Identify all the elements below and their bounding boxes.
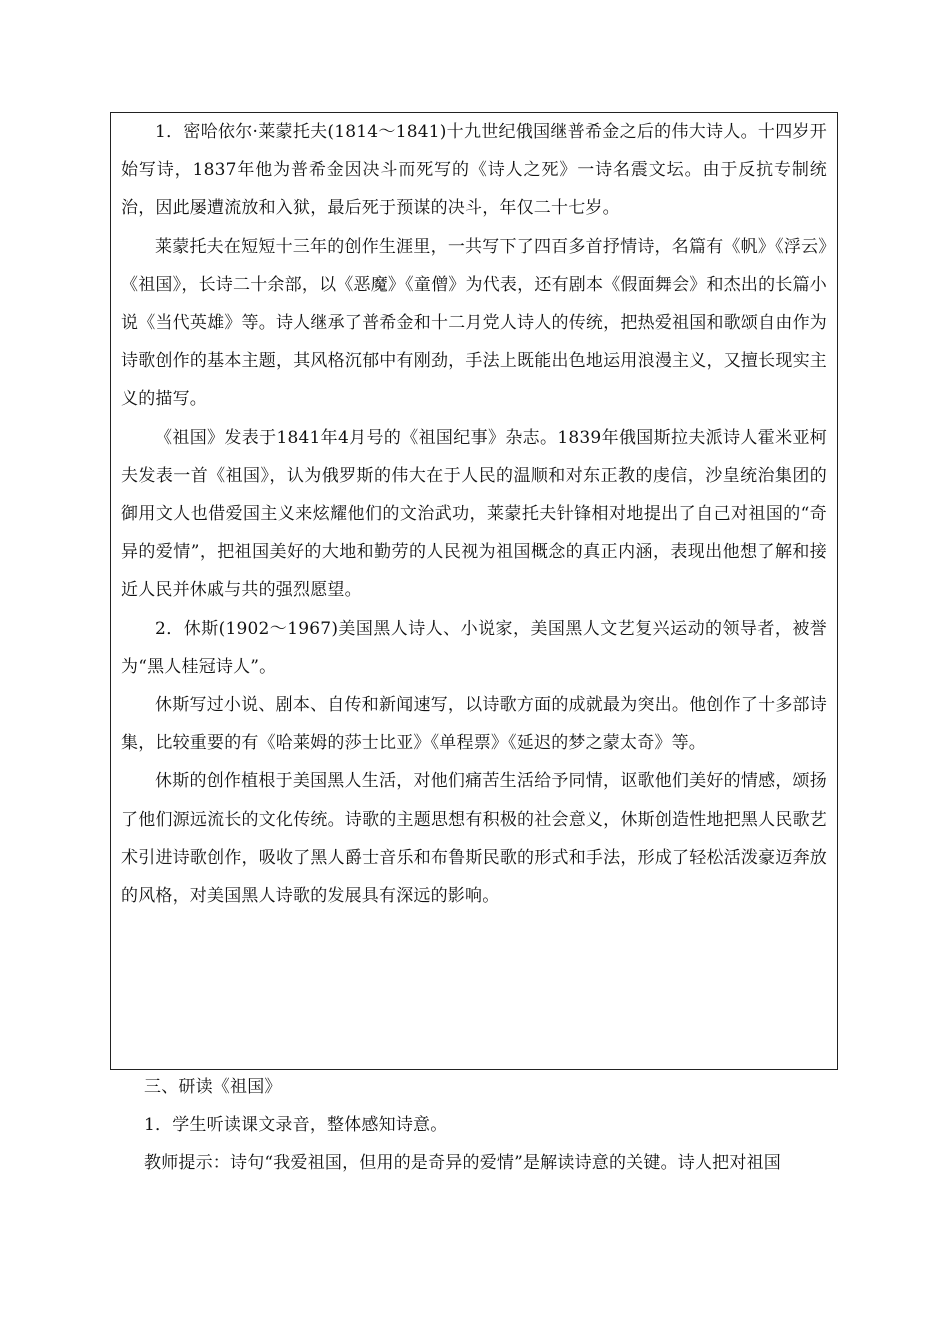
bordered-notes-box: [110, 112, 838, 1070]
paragraph-lermontov-works: 莱蒙托夫在短短十三年的创作生涯里，一共写下了四百多首抒情诗，名篇有《帆》《浮云》《祖国》，长诗二十余部，以《恶魔》《童僧》为代表，还有剧本《假面舞会》和杰出的长篇小说《当代英雄》等。诗人继承了普希金和十二月党人诗人的传统，把热爱祖国和歌颂自由作为诗歌创作的基本主题，其风格沉郁中有刚劲，手法上既能出色地运用浪漫主义，又擅长现实主义的描写。: [121, 236, 827, 410]
teacher-hint-text: 教师提示：诗句“我爱祖国，但用的是奇异的爱情”是解读诗意的关键。诗人把对祖国: [144, 1153, 781, 1174]
paragraph-motherland-background: 《祖国》发表于1841年4月号的《祖国纪事》杂志。1839年俄国斯拉夫派诗人霍米亚柯夫发表一首《祖国》，认为俄罗斯的伟大在于人民的温顺和对东正教的虔信，沙皇统治集团的御用文人也借爱国主义来炫耀他们的文治武功，莱蒙托夫针锋相对地提出了自己对祖国的“奇异的爱情”，把祖国美好的大地和勤劳的人民视为祖国概念的真正内涵，表现出他想了解和接近人民并休戚与共的强烈愿望。: [121, 427, 827, 601]
paragraph-hughes-bio: 2．休斯(1902～1967)美国黑人诗人、小说家，美国黑人文艺复兴运动的领导者，被誉为“黑人桂冠诗人”。: [121, 618, 827, 677]
paragraph-hughes-style: 休斯的创作植根于美国黑人生活，对他们痛苦生活给予同情，讴歌他们美好的情感，颂扬了他们源远流长的文化传统。诗歌的主题思想有积极的社会意义，休斯创造性地把黑人民歌艺术引进诗歌创作，吸收了黑人爵士音乐和布鲁斯民歌的形式和手法，形成了轻松活泼豪迈奔放的风格，对美国黑人诗歌的发展具有深远的影响。: [121, 771, 827, 907]
section-heading: 三、研读《祖国》: [144, 1077, 282, 1097]
paragraph-hughes-works: 休斯写过小说、剧本、自传和新闻速写，以诗歌方面的成就最为突出。他创作了十多部诗集，比较重要的有《哈莱姆的莎士比亚》《单程票》《延迟的梦之蒙太奇》等。: [121, 695, 827, 754]
lesson-section: [110, 1068, 850, 1183]
paragraph-lermontov-bio: 1．密哈依尔·莱蒙托夫(1814～1841)十九世纪俄国继普希金之后的伟大诗人。十四岁开始写诗，1837年他为普希金因决斗而死写的《诗人之死》一诗名震文坛。由于反抗专制统治，因此屡遭流放和入狱，最后死于预谋的决斗，年仅二十七岁。: [121, 122, 827, 219]
step-1-text: 1．学生听读课文录音，整体感知诗意。: [144, 1115, 448, 1136]
